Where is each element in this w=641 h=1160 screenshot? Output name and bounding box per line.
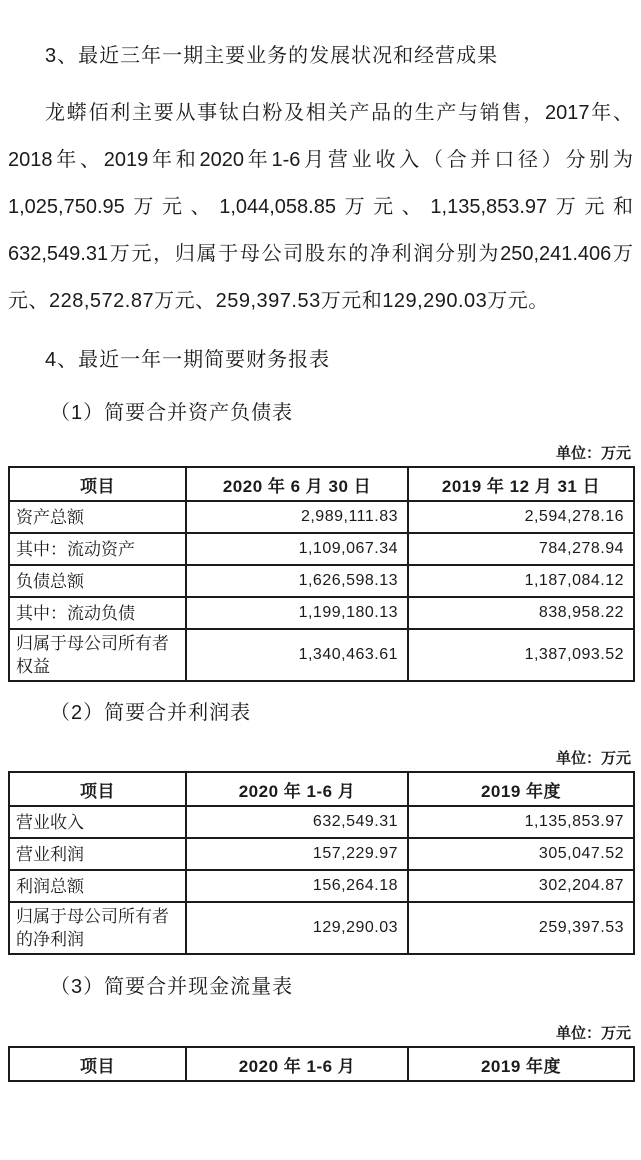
value-2019: 2,594,278.16 — [408, 501, 634, 533]
row-label: 营业收入 — [9, 806, 186, 838]
unit-label: 单位：万元 — [555, 1025, 631, 1042]
value-2019: 1,187,084.12 — [408, 565, 634, 597]
subsection-2-heading: （2）简要合并利润表 — [50, 702, 252, 724]
table-row — [9, 501, 634, 533]
section-4-heading: 4、最近一年一期简要财务报表 — [45, 349, 331, 371]
table-row — [9, 806, 634, 838]
row-label: 负债总额 — [9, 565, 186, 597]
table-row — [9, 597, 634, 629]
value-2020: 156,264.18 — [186, 870, 408, 902]
value-2020: 1,199,180.13 — [186, 597, 408, 629]
row-label: 其中：流动资产 — [9, 533, 186, 565]
subsection-1-heading: （1）简要合并资产负债表 — [50, 402, 294, 424]
business-summary-paragraph — [8, 90, 633, 325]
paragraph-line: 元、228,572.87万元、259,397.53万元和129,290.03万元。 — [8, 290, 549, 312]
value-2020: 129,290.03 — [186, 902, 408, 954]
section-3-heading: 3、最近三年一期主要业务的发展状况和经营成果 — [45, 45, 499, 67]
column-header-2019: 2019 年 12 月 31 日 — [408, 467, 634, 501]
column-header-item: 项目 — [9, 772, 186, 806]
value-2019: 302,204.87 — [408, 870, 634, 902]
value-2020: 157,229.97 — [186, 838, 408, 870]
column-header-2019: 2019 年度 — [408, 772, 634, 806]
value-2019: 259,397.53 — [408, 902, 634, 954]
column-header-item: 项目 — [9, 1047, 186, 1081]
row-label: 营业利润 — [9, 838, 186, 870]
table-row — [9, 565, 634, 597]
column-header-2019: 2019 年度 — [408, 1047, 634, 1081]
table-header-row — [9, 467, 634, 501]
value-2020: 1,340,463.61 — [186, 629, 408, 681]
balance-sheet-table — [8, 466, 635, 682]
paragraph-line: 1,025,750.95万元、1,044,058.85万元、1,135,853.97万元和 — [8, 196, 633, 218]
column-header-2020: 2020 年 1-6 月 — [186, 772, 408, 806]
row-label: 利润总额 — [9, 870, 186, 902]
table-row — [9, 629, 634, 681]
column-header-2020: 2020 年 6 月 30 日 — [186, 467, 408, 501]
paragraph-line: 2018年、2019年和2020年1-6月营业收入（合并口径）分别为 — [8, 149, 633, 171]
table-row — [9, 838, 634, 870]
cash-flow-table — [8, 1046, 635, 1082]
value-2019: 838,958.22 — [408, 597, 634, 629]
value-2020: 2,989,111.83 — [186, 501, 408, 533]
subsection-3-heading: （3）简要合并现金流量表 — [50, 976, 294, 998]
row-label: 归属于母公司所有者的净利润 — [9, 902, 186, 954]
income-statement-table — [8, 771, 635, 955]
table-row — [9, 870, 634, 902]
value-2019: 1,135,853.97 — [408, 806, 634, 838]
unit-label: 单位：万元 — [555, 750, 631, 767]
row-label: 归属于母公司所有者权益 — [9, 629, 186, 681]
column-header-2020: 2020 年 1-6 月 — [186, 1047, 408, 1081]
table-row — [9, 533, 634, 565]
value-2020: 632,549.31 — [186, 806, 408, 838]
value-2019: 305,047.52 — [408, 838, 634, 870]
table-header-row — [9, 772, 634, 806]
table-row — [9, 902, 634, 954]
table-header-row — [9, 1047, 634, 1081]
value-2019: 1,387,093.52 — [408, 629, 634, 681]
unit-label: 单位：万元 — [555, 445, 631, 462]
column-header-item: 项目 — [9, 467, 186, 501]
row-label: 其中：流动负债 — [9, 597, 186, 629]
value-2019: 784,278.94 — [408, 533, 634, 565]
paragraph-line: 632,549.31万元，归属于母公司股东的净利润分别为250,241.406万 — [8, 243, 633, 265]
value-2020: 1,626,598.13 — [186, 565, 408, 597]
row-label: 资产总额 — [9, 501, 186, 533]
value-2020: 1,109,067.34 — [186, 533, 408, 565]
paragraph-line: 龙蟒佰利主要从事钛白粉及相关产品的生产与销售，2017年、 — [45, 102, 633, 124]
